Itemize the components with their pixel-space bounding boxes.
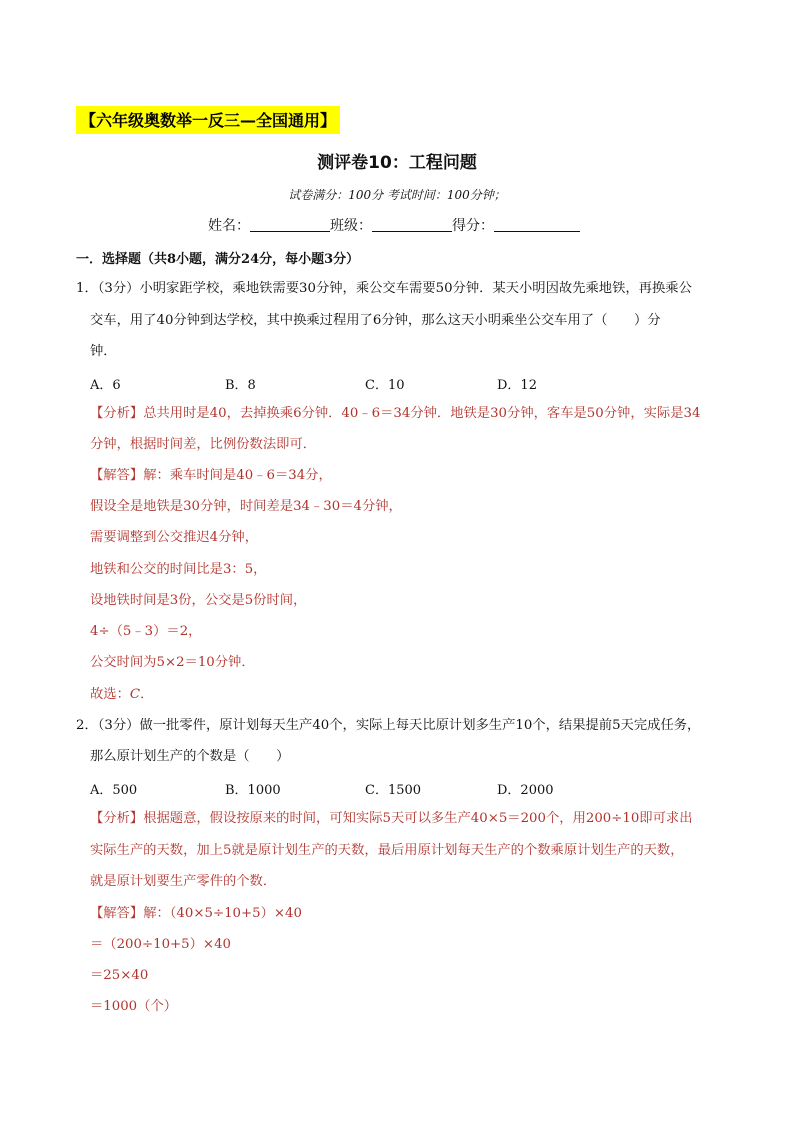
q2-stem-line2: 那么原计划生产的个数是（ ） [90,749,290,764]
name-label: 姓名： [208,218,250,234]
q1-analysis-line1 [90,405,700,423]
section-heading: 一．选择题（共8小题，满分24分，每小题3分） [76,252,360,267]
exam-meta: 试卷满分：100分 考试时间：100分钟； [288,188,506,202]
class-blank[interactable] [372,217,452,232]
q2-option-c: C．1500 [365,783,422,798]
q1-stem-line2: 交车，用了40分钟到达学校，其中换乘过程用了6分钟，那么这天小明乘坐公交车用了（ ）分 [90,313,661,328]
q1-step-1: 假设全是地铁是30分钟，时间差是34﹣30＝4分钟， [90,499,402,514]
q1-answer-line1 [90,467,332,485]
q2-option-b: B．1000 [225,783,281,798]
q2-analysis-line2: 实际生产的天数，加上5就是原计划生产的天数，最后用原计划每天生产的个数乘原计划生产的天数， [90,843,684,858]
q1-option-c: C．10 [365,378,405,393]
q1-choice-letter: C [129,687,141,702]
answer-tag: 【解答】 [90,468,144,483]
q1-option-a: A．6 [90,378,121,393]
q2-step-3: ＝1000（个） [90,999,178,1014]
grade-banner: 【六年级奥数举一反三—全国通用】 [76,106,340,134]
q2-answer-text1: 解：（40×5÷10+5）×40 [143,906,302,921]
score-label: 得分： [452,218,494,234]
analysis-tag: 【分析】 [90,406,144,421]
q1-option-b: B．8 [225,378,256,393]
q2-analysis-text1: 根据题意，假设按原来的时间，可知实际5天可以多生产40×5＝200个，用200÷10即可求出 [143,811,693,826]
q1-choice-prefix: 故选： [90,687,130,702]
score-blank[interactable] [494,217,580,232]
q2-answer-line1 [90,905,302,923]
q1-stem-line3: 钟． [90,344,117,359]
q1-step-5: 4÷（5﹣3）＝2， [90,624,202,639]
class-label: 班级： [330,218,372,234]
q2-step-2: ＝25×40 [90,968,149,983]
q1-option-d: D．12 [497,378,537,393]
q2-analysis-line3: 就是原计划要生产零件的个数． [90,874,277,889]
q1-stem-line1: 1．（3分）小明家距学校，乘地铁需要30分钟，乘公交车需要50分钟．某天小明因故先乘地铁，再换乘公 [76,281,692,296]
q2-analysis-line1 [90,810,693,828]
q1-analysis-text1: 总共用时是40，去掉换乘6分钟．40﹣6＝34分钟．地铁是30分钟，客车是50分钟，实际是34 [143,406,701,421]
name-blank[interactable] [250,217,330,232]
analysis-tag: 【分析】 [90,811,144,826]
q2-option-d: D．2000 [497,783,554,798]
page-title: 测评卷10：工程问题 [317,153,477,173]
q1-step-3: 地铁和公交的时间比是3：5， [90,562,267,577]
q2-option-a: A．500 [90,783,138,798]
q1-step-2: 需要调整到公交推迟4分钟， [90,530,259,545]
q1-choice [90,686,153,704]
q2-step-1: ＝（200÷10+5）×40 [90,937,231,952]
q1-choice-suffix: ． [140,687,154,702]
q1-step-4: 设地铁时间是3份，公交是5份时间， [90,593,307,608]
q1-step-6: 公交时间为5×2＝10分钟． [90,655,255,670]
q1-answer-text1: 解：乘车时间是40﹣6＝34分， [143,468,332,483]
q2-stem-line1: 2．（3分）做一批零件，原计划每天生产40个，实际上每天比原计划多生产10个，结果提前5天完成任务， [76,718,701,733]
answer-tag: 【解答】 [90,906,144,921]
student-info-row [208,215,580,235]
q1-analysis-line2: 分钟，根据时间差，比例份数法即可． [90,437,317,452]
